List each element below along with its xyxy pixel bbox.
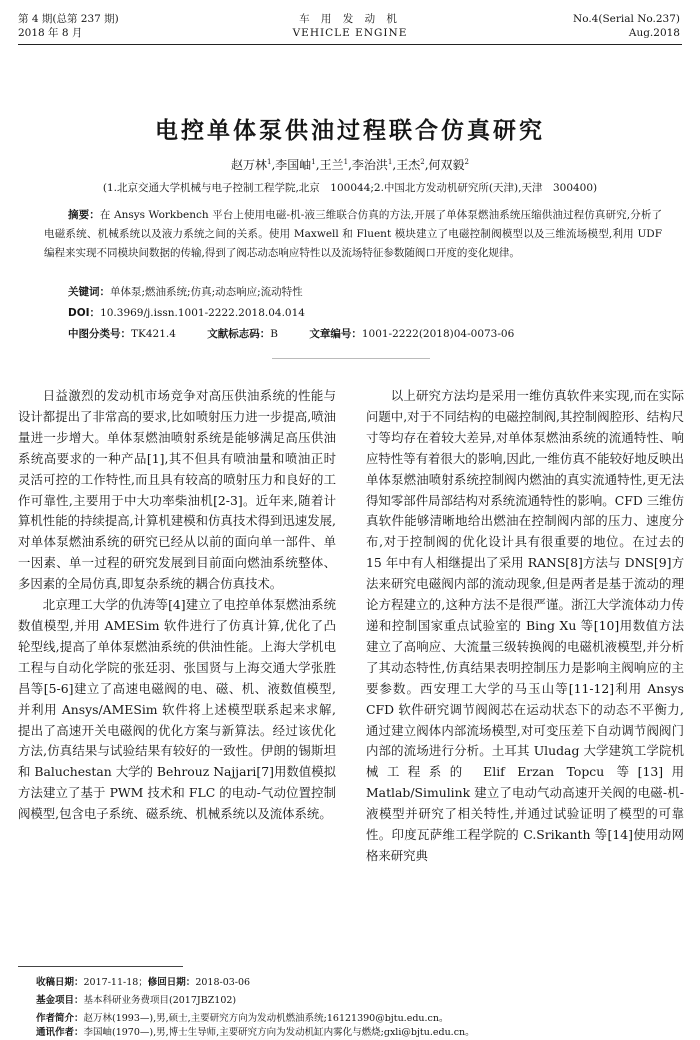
author: 赵万林 xyxy=(230,158,267,172)
clc-value: TK421.4 xyxy=(131,328,176,340)
header-rule xyxy=(18,44,682,45)
body-paragraph: 以上研究方法均是采用一维仿真软件来实现,而在实际问题中,对于不同结构的电磁控制阀,其控制阀腔形、结构尺寸等均存在着较大差异,对单体泵燃油系统的流通特性、响应特性等有着很大的影响,因此,一维仿真不能较好地反映出单体泵燃油喷射系统控制阀内燃油的真实流通特性,更无法得知零部件局部结构对系统流通特性的影响。CFD 三维仿真软件能够清晰地给出燃油在控制阀内部的压力、速度分布,对于控制阀的优化设计具有很重要的地位。在过去的 15 年中有人相继提出了采用 RANS[8]方法与 DNS[9]方法来研究电磁阀内部的流动现象,但是两者是基于流动的理论方程建立的,这种方法不是很严谨。浙江大学流体动力传递和控制国家重点试验室的 Bing Xu 等[10]用数值方法建立了高响应、大流量三级转换阀的电磁机液模型,并分析了其动态特性,仿真结果表明控制压力是影响主阀响应的主要参数。西安理工大学的马玉山等[11-12]利用 Ansys CFD 软件研究调节阀阀芯在运动状态下的动态不平衡力,通过建立阀体内部流场模型,对可变压差下自动调节阀阀门内部的流场进行分析。土耳其 Uludag 大学建筑工学院机械工程系的 Elif Erzan Topcu 等[13]用 Matlab/Simulink 建立了电动气动高速开关阀的电磁-机-液模型并研究了相关特性,并通过试验证明了模型的可靠性。印度瓦萨维工程学院的 C.Srikanth 等[14]使用动网格来研究典 xyxy=(366,388,684,863)
affiliations: (1.北京交通大学机械与电子控制工程学院,北京 100044;2.中国北方发动机研究所(天津),天津 300400) xyxy=(102,182,598,194)
doc-code-label: 文献标志码： xyxy=(207,328,271,340)
section-divider xyxy=(272,358,430,359)
received-label: 收稿日期： xyxy=(36,977,84,988)
author: 王杰 xyxy=(396,158,421,172)
body-column-left xyxy=(18,386,336,825)
revised-label: 修回日期： xyxy=(147,977,196,988)
author: 何双毅 xyxy=(428,158,465,172)
abstract-text: 在 Ansys Workbench 平台上使用电磁-机-液三维联合仿真的方法,开展了单体泵燃油系统压缩供油过程仿真研究,分析了电磁系统、机械系统以及液力系统之间的关系。使用 Maxwell 和 Fluent 模块建立了电磁控制阀模型以及三维流场模型,利用 UDF 编程来实现不同模块间数据的传输,得到了阀芯动态响应特性以及流场特征参数随阀口开度的变化规律。 xyxy=(44,209,662,259)
author-bio-text: 赵万林(1993—),男,硕士,主要研究方向为发动机燃油系统;16121390@bjtu.edu.cn。 xyxy=(83,1013,449,1024)
doi-label: DOI： xyxy=(68,307,101,319)
issue-month: Aug.2018 xyxy=(628,27,680,39)
body-column-right xyxy=(366,386,684,867)
author-bio-label: 作者简介： xyxy=(36,1013,84,1024)
corresponding-text: 李国岫(1970—),男,博士生导师,主要研究方向为发动机缸内雾化与燃烧;gxli@bjtu.edu.cn。 xyxy=(83,1027,475,1038)
footnote-rule xyxy=(18,966,183,967)
article-number-value: 1001-2222(2018)04-0073-06 xyxy=(361,328,515,340)
author: 李治洪 xyxy=(351,158,388,172)
fund-label: 基金项目： xyxy=(36,995,84,1006)
journal-name-cn: 车 用 发 动 机 xyxy=(299,13,401,25)
clc-label: 中图分类号： xyxy=(68,328,131,340)
footnote-dates xyxy=(36,974,250,988)
paper-title: 电控单体泵供油过程联合仿真研究 xyxy=(155,118,545,144)
issue-date: 2018 年 8 月 xyxy=(18,27,83,39)
corresponding-label: 通讯作者： xyxy=(36,1027,84,1038)
received-date: 2017-11-18； xyxy=(83,977,148,988)
author: 王兰 xyxy=(319,158,344,172)
footnote-corresponding xyxy=(36,1024,475,1038)
body-paragraph: 日益激烈的发动机市场竞争对高压供油系统的性能与设计都提出了非常高的要求,比如喷射压力进一步提高,喷油量进一步增大。单体泵燃油喷射系统是能够满足高压供油系统高要求的一种产品[1],其不但具有喷油量和喷油正时灵活可控的工作特性,而且具有较高的喷射压力和良好的工作可靠性,主要用于中大功率柴油机[2-3]。近年来,随着计算机性能的持续提高,计算机建模和仿真技术得到迅速发展,对单体泵燃油系统的研究已经从以前的面向单一部件、单一因素、单一过程的研究发展到目前面向燃油系统整体、多因素的全局仿真,即复杂系统的耦合仿真技术。 xyxy=(18,388,336,592)
abstract xyxy=(44,206,662,263)
classification-line xyxy=(68,326,514,341)
article-number-label: 文章编号： xyxy=(309,328,362,340)
keywords-text: 单体泵;燃油系统;仿真;动态响应;流动特性 xyxy=(110,286,303,298)
doi xyxy=(68,305,305,320)
running-header-right xyxy=(573,12,680,40)
abstract-label: 摘要： xyxy=(68,209,100,221)
doc-code-value: B xyxy=(270,328,278,340)
keywords-label: 关键词： xyxy=(68,286,110,298)
revised-date: 2018-03-06 xyxy=(195,977,251,988)
journal-name-en: VEHICLE ENGINE xyxy=(292,27,408,39)
keywords xyxy=(68,284,303,299)
fund-text: 基本科研业务费项目(2017JBZ102) xyxy=(83,995,237,1006)
doi-text: 10.3969/j.issn.1001-2222.2018.04.014 xyxy=(100,307,305,319)
author-list: 赵万林$^1$,李国岫$^1$,王兰$^1$,李治洪$^1$,王杰$^2$,何双毅$^2$ xyxy=(230,158,470,172)
body-paragraph: 北京理工大学的仇涛等[4]建立了电控单体泵燃油系统数值模型,并用 AMESim 软件进行了仿真计算,优化了凸轮型线,提高了单体泵燃油系统的供油性能。上海大学机电工程与自动化学院的张廷羽、张国贤与上海交通大学张胜昌等[5-6]建立了高速电磁阀的电、磁、机、液数值模型,并利用 Ansys/AMESim 软件将上述模型联系起来求解,提出了高速开关电磁阀的优化方案与新算法。经过该优化方法,仿真结果与试验结果有较好的一致性。伊朗的锡斯坦和 Baluchestan 大学的 Behrouz Najjari[7]用数值模拟方法建立了基于 PWM 技术和 FLC 的电动-气动位置控制阀模型,包含电子系统、磁系统、机械系统以及流体系统。 xyxy=(18,597,336,822)
footnote-fund xyxy=(36,992,236,1006)
footnote-author xyxy=(36,1010,448,1024)
issue-number: 第 4 期(总第 237 期) xyxy=(18,13,119,25)
author: 李国岫 xyxy=(275,158,312,172)
serial-number: No.4(Serial No.237) xyxy=(573,13,680,25)
